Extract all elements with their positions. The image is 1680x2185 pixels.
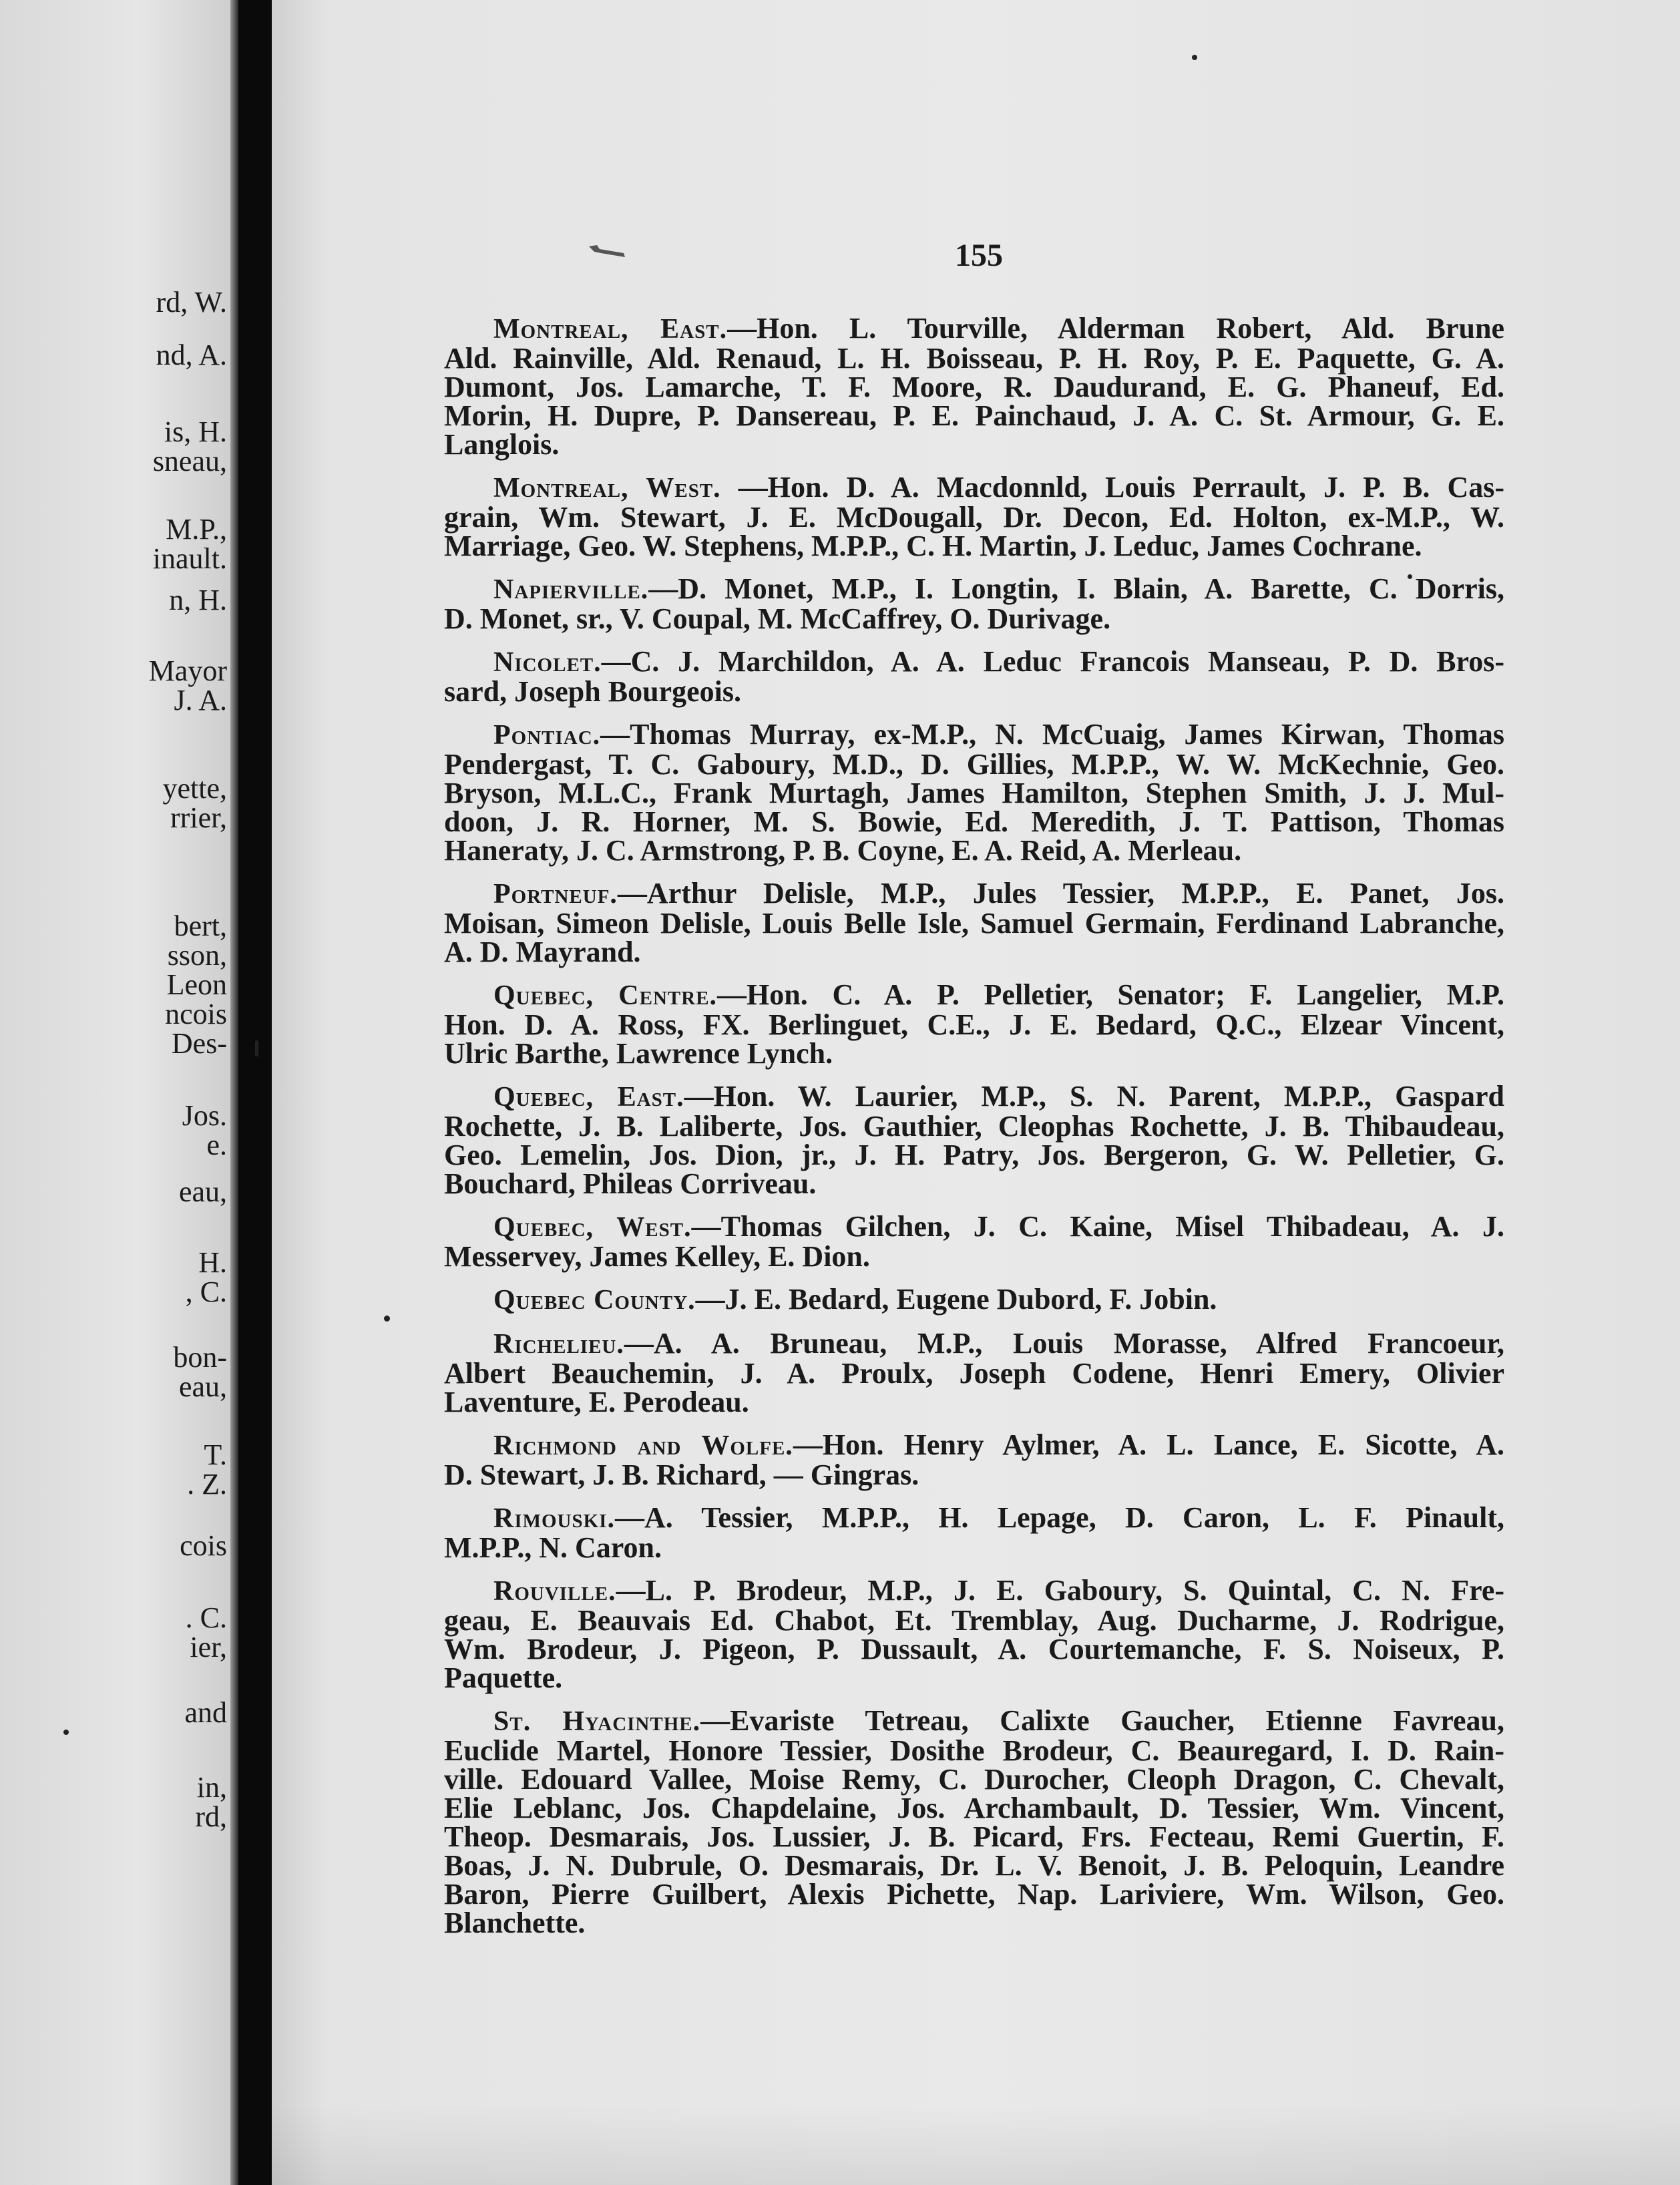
facing-page-fragment: cois: [180, 1529, 227, 1562]
entry-text: doon, J. R. Horner, M. S. Bowie, Ed. Meredith, J. T. Pattison, Thomas: [444, 805, 1504, 838]
entry-text: Blanchette.: [444, 1907, 586, 1939]
entry-line: [444, 1039, 1504, 1068]
facing-page-fragment: sneau,: [152, 445, 227, 477]
district-name: Montreal, West.: [493, 473, 721, 504]
directory-entry: [444, 1329, 1504, 1416]
entry-text: D. Stewart, J. B. Richard, — Gingras.: [444, 1458, 919, 1491]
entry-line: [444, 1285, 1504, 1315]
entry-line: [444, 1388, 1504, 1416]
directory-entry: [444, 1285, 1504, 1315]
entry-text: ville. Edouard Vallee, Moise Remy, C. Durocher, Cleoph Dragon, C. Chevalt,: [444, 1763, 1504, 1796]
page-number: 155: [955, 238, 1003, 273]
district-name: St. Hyacinthe.: [493, 1706, 701, 1737]
page-shadow: [272, 2104, 1680, 2185]
directory-entry: [444, 1082, 1504, 1198]
facing-page-fragment: rd, W.: [156, 286, 227, 319]
facing-page-fragment: Mayor: [148, 654, 227, 687]
entry-text: Geo. Lemelin, Jos. Dion, jr., J. H. Patry, Jos. Bergeron, G. W. Pelletier, G.: [444, 1139, 1504, 1171]
district-name: Quebec, Centre.: [493, 980, 718, 1011]
entry-text: Elie Leblanc, Jos. Chapdelaine, Jos. Archambault, D. Tessier, Wm. Vincent,: [444, 1792, 1504, 1824]
speck: [255, 1040, 258, 1056]
directory-entry: [444, 473, 1504, 560]
facing-page-fragment: , C.: [185, 1275, 227, 1308]
facing-page-fragment: nd, A.: [156, 339, 227, 371]
entry-text: Marriage, Geo. W. Stephens, M.P.P., C. H. Martin, J. Leduc, James Cochrane.: [444, 530, 1422, 562]
entry-line: [444, 1082, 1504, 1112]
entry-line: [444, 1010, 1504, 1039]
entry-line: [444, 532, 1504, 560]
facing-page-fragment: e.: [206, 1129, 227, 1161]
facing-page-fragment: bon-: [173, 1341, 227, 1374]
directory-entry: [444, 574, 1504, 633]
entry-text: Morin, H. Dupre, P. Dansereau, P. E. Painchaud, J. A. C. St. Armour, G. E.: [444, 399, 1504, 432]
directory-entry: [444, 1503, 1504, 1562]
district-name: Pontiac.: [493, 720, 601, 751]
entry-line: [444, 314, 1504, 344]
entry-text: Langlois.: [444, 428, 560, 461]
entry-text: —Hon. W. Laurier, M.P., S. N. Parent, M.P.P., Gaspard: [684, 1080, 1504, 1113]
entry-text: Ald. Rainville, Ald. Renaud, L. H. Boisseau, P. H. Roy, P. E. Paquette, G. A.: [444, 342, 1504, 375]
entry-line: [444, 1359, 1504, 1388]
facing-page-fragment: ier,: [190, 1631, 227, 1663]
directory-text: [444, 314, 1504, 1951]
entry-text: A. D. Mayrand.: [444, 936, 641, 968]
directory-entry: [444, 1430, 1504, 1489]
entry-text: Haneraty, J. C. Armstrong, P. B. Coyne, E. A. Reid, A. Merleau.: [444, 834, 1242, 867]
entry-line: [444, 1112, 1504, 1141]
entry-line: [444, 1736, 1504, 1765]
entry-text: Pendergast, T. C. Gaboury, M.D., D. Gillies, M.P.P., W. W. McKechnie, Geo.: [444, 748, 1504, 781]
entry-text: —Thomas Gilchen, J. C. Kaine, Misel Thibadeau, A. J.: [691, 1210, 1504, 1243]
entry-text: Bryson, M.L.C., Frank Murtagh, James Hamilton, Stephen Smith, J. J. Mul-: [444, 777, 1504, 809]
entry-text: —C. J. Marchildon, A. A. Leduc Francois Manseau, P. D. Bros-: [601, 645, 1504, 678]
entry-line: [444, 938, 1504, 966]
directory-entry: [444, 720, 1504, 865]
entry-text: —Evariste Tetreau, Calixte Gaucher, Etienne Favreau,: [700, 1704, 1504, 1737]
entry-line: [444, 647, 1504, 677]
entry-text: sard, Joseph Bourgeois.: [444, 675, 741, 708]
facing-page-fragment: rd,: [195, 1800, 227, 1833]
district-name: Richmond and Wolfe.: [493, 1430, 793, 1461]
entry-text: Boas, J. N. Dubrule, O. Desmarais, Dr. L. V. Benoit, J. B. Peloquin, Leandre: [444, 1849, 1504, 1882]
entry-line: [444, 1880, 1504, 1909]
facing-page-fragment: n, H.: [169, 584, 227, 616]
entry-line: [444, 1851, 1504, 1880]
entry-line: [444, 1503, 1504, 1533]
facing-page-fragment: . C.: [185, 1601, 227, 1634]
facing-page-fragment: eau,: [178, 1175, 227, 1208]
entry-text: —Hon. C. A. P. Pelletier, Senator; F. Langelier, M.P.: [717, 978, 1505, 1011]
entry-line: [444, 1430, 1504, 1460]
entry-line: [444, 1794, 1504, 1822]
entry-line: [444, 1460, 1504, 1489]
entry-text: —L. P. Brodeur, M.P., J. E. Gaboury, S. Quintal, C. N. Fre-: [616, 1574, 1504, 1607]
entry-line: [444, 1169, 1504, 1198]
district-name: Napierville.: [493, 574, 649, 605]
entry-line: [444, 1212, 1504, 1242]
entry-line: [444, 1663, 1504, 1692]
facing-page-fragment: T.: [204, 1438, 227, 1471]
district-name: Quebec County.: [493, 1285, 696, 1316]
entry-line: [444, 344, 1504, 373]
entry-line: [444, 1576, 1504, 1606]
entry-text: grain, Wm. Stewart, J. E. McDougall, Dr. Decon, Ed. Holton, ex-M.P., W.: [444, 501, 1504, 534]
entry-line: [444, 909, 1504, 938]
entry-line: [444, 879, 1504, 909]
entry-line: [444, 503, 1504, 532]
entry-text: Albert Beauchemin, J. A. Proulx, Joseph Codene, Henri Emery, Olivier: [444, 1357, 1504, 1390]
district-name: Portneuf.: [493, 879, 618, 910]
entry-text: —J. E. Bedard, Eugene Dubord, F. Jobin.: [695, 1283, 1217, 1316]
entry-line: [444, 1909, 1504, 1937]
facing-page-edge: [0, 0, 230, 2185]
entry-line: [444, 373, 1504, 401]
entry-text: —A. Tessier, M.P.P., H. Lepage, D. Caron, L. F. Pinault,: [614, 1501, 1504, 1534]
speck: [63, 1730, 69, 1735]
district-name: Montreal, East.: [493, 314, 728, 345]
entry-text: —Hon. Henry Aylmer, A. L. Lance, E. Sicotte, A.: [793, 1428, 1504, 1461]
entry-text: Hon. D. A. Ross, FX. Berlinguet, C.E., J. E. Bedard, Q.C., Elzear Vincent,: [444, 1008, 1504, 1041]
facing-page-fragment: and: [184, 1696, 227, 1729]
entry-line: [444, 1533, 1504, 1562]
left-page-fold: [230, 0, 238, 2185]
entry-line: [444, 720, 1504, 750]
entry-line: [444, 677, 1504, 706]
facing-page-fragment: H.: [198, 1246, 227, 1279]
book-gutter: [238, 0, 272, 2185]
entry-text: Baron, Pierre Guilbert, Alexis Pichette, Nap. Lariviere, Wm. Wilson, Geo.: [444, 1878, 1504, 1911]
entry-text: —D. Monet, M.P., I. Longtin, I. Blain, A. Barette, C. Dorris,: [648, 572, 1504, 605]
directory-entry: [444, 980, 1504, 1068]
directory-entry: [444, 647, 1504, 706]
entry-line: [444, 401, 1504, 430]
entry-line: [444, 980, 1504, 1010]
facing-page-fragment: sson,: [167, 939, 227, 972]
entry-line: [444, 750, 1504, 779]
entry-line: [444, 1635, 1504, 1663]
entry-text: Paquette.: [444, 1661, 563, 1694]
entry-text: Moisan, Simeon Delisle, Louis Belle Isle, Samuel Germain, Ferdinand Labranche,: [444, 907, 1504, 940]
district-name: Nicolet.: [493, 647, 602, 678]
entry-text: Messervey, James Kelley, E. Dion.: [444, 1240, 870, 1273]
entry-text: Bouchard, Phileas Corriveau.: [444, 1167, 817, 1200]
pin-mark: [588, 244, 628, 258]
entry-text: Theop. Desmarais, Jos. Lussier, J. B. Picard, Frs. Fecteau, Remi Guertin, F.: [444, 1820, 1504, 1853]
facing-page-fragment: Jos.: [182, 1099, 227, 1132]
entry-line: [444, 1329, 1504, 1359]
speck: [384, 1316, 390, 1322]
facing-page-fragment: M.P.,: [166, 513, 227, 546]
directory-entry: [444, 1576, 1504, 1692]
facing-page-fragment: inault.: [152, 542, 227, 575]
entry-text: Ulric Barthe, Lawrence Lynch.: [444, 1037, 833, 1070]
directory-entry: [444, 879, 1504, 966]
facing-page-fragment: Leon: [166, 968, 227, 1001]
district-name: Rimouski.: [493, 1503, 615, 1534]
entry-line: [444, 430, 1504, 459]
facing-page-fragment: is, H.: [164, 415, 227, 448]
entry-line: [444, 1242, 1504, 1271]
directory-entry: [444, 314, 1504, 459]
speck: [1192, 55, 1197, 60]
entry-text: geau, E. Beauvais Ed. Chabot, Et. Tremblay, Aug. Ducharme, J. Rodrigue,: [444, 1604, 1504, 1637]
entry-text: —Hon. L. Tourville, Alderman Robert, Ald. Brune: [727, 312, 1505, 345]
entry-text: —Hon. D. A. Macdonnld, Louis Perrault, J. P. B. Cas-: [720, 471, 1504, 504]
facing-page-fragment: bert,: [174, 910, 227, 942]
entry-text: —Thomas Murray, ex-M.P., N. McCuaig, James Kirwan, Thomas: [600, 718, 1504, 751]
district-name: Quebec, East.: [493, 1082, 684, 1113]
district-name: Rouville.: [493, 1576, 616, 1607]
entry-text: —A. A. Bruneau, M.P., Louis Morasse, Alfred Francoeur,: [624, 1327, 1504, 1360]
entry-text: M.P.P., N. Caron.: [444, 1531, 662, 1564]
entry-line: [444, 574, 1504, 604]
facing-page-fragment: . Z.: [187, 1468, 227, 1501]
facing-page-fragment: Des-: [171, 1027, 227, 1060]
entry-line: [444, 473, 1504, 503]
facing-page-fragment: J. A.: [174, 684, 227, 717]
district-name: Richelieu.: [493, 1329, 624, 1360]
facing-page-fragment: eau,: [178, 1370, 227, 1403]
entry-text: Laventure, E. Perodeau.: [444, 1386, 749, 1418]
entry-line: [444, 604, 1504, 633]
entry-line: [444, 807, 1504, 836]
directory-entry: [444, 1706, 1504, 1937]
entry-line: [444, 1765, 1504, 1794]
facing-page-fragment: in,: [196, 1771, 227, 1804]
directory-entry: [444, 1212, 1504, 1271]
entry-line: [444, 1141, 1504, 1169]
entry-text: D. Monet, sr., V. Coupal, M. McCaffrey, O. Durivage.: [444, 602, 1111, 635]
entry-line: [444, 1606, 1504, 1635]
entry-line: [444, 836, 1504, 865]
entry-text: Rochette, J. B. Laliberte, Jos. Gauthier, Cleophas Rochette, J. B. Thibaudeau,: [444, 1110, 1504, 1143]
district-name: Quebec, West.: [493, 1212, 692, 1243]
entry-line: [444, 1706, 1504, 1736]
entry-text: Euclide Martel, Honore Tessier, Dosithe Brodeur, C. Beauregard, I. D. Rain-: [444, 1734, 1504, 1767]
entry-text: —Arthur Delisle, M.P., Jules Tessier, M.P.P., E. Panet, Jos.: [617, 877, 1504, 910]
facing-page-fragment: ncois: [165, 998, 227, 1030]
facing-page-fragment: rrier,: [170, 801, 227, 834]
entry-line: [444, 779, 1504, 807]
entry-text: Dumont, Jos. Lamarche, T. F. Moore, R. Daudurand, E. G. Phaneuf, Ed.: [444, 371, 1504, 403]
entry-line: [444, 1822, 1504, 1851]
facing-page-fragment: yette,: [162, 772, 227, 805]
entry-text: Wm. Brodeur, J. Pigeon, P. Dussault, A. Courtemanche, F. S. Noiseux, P.: [444, 1633, 1504, 1665]
